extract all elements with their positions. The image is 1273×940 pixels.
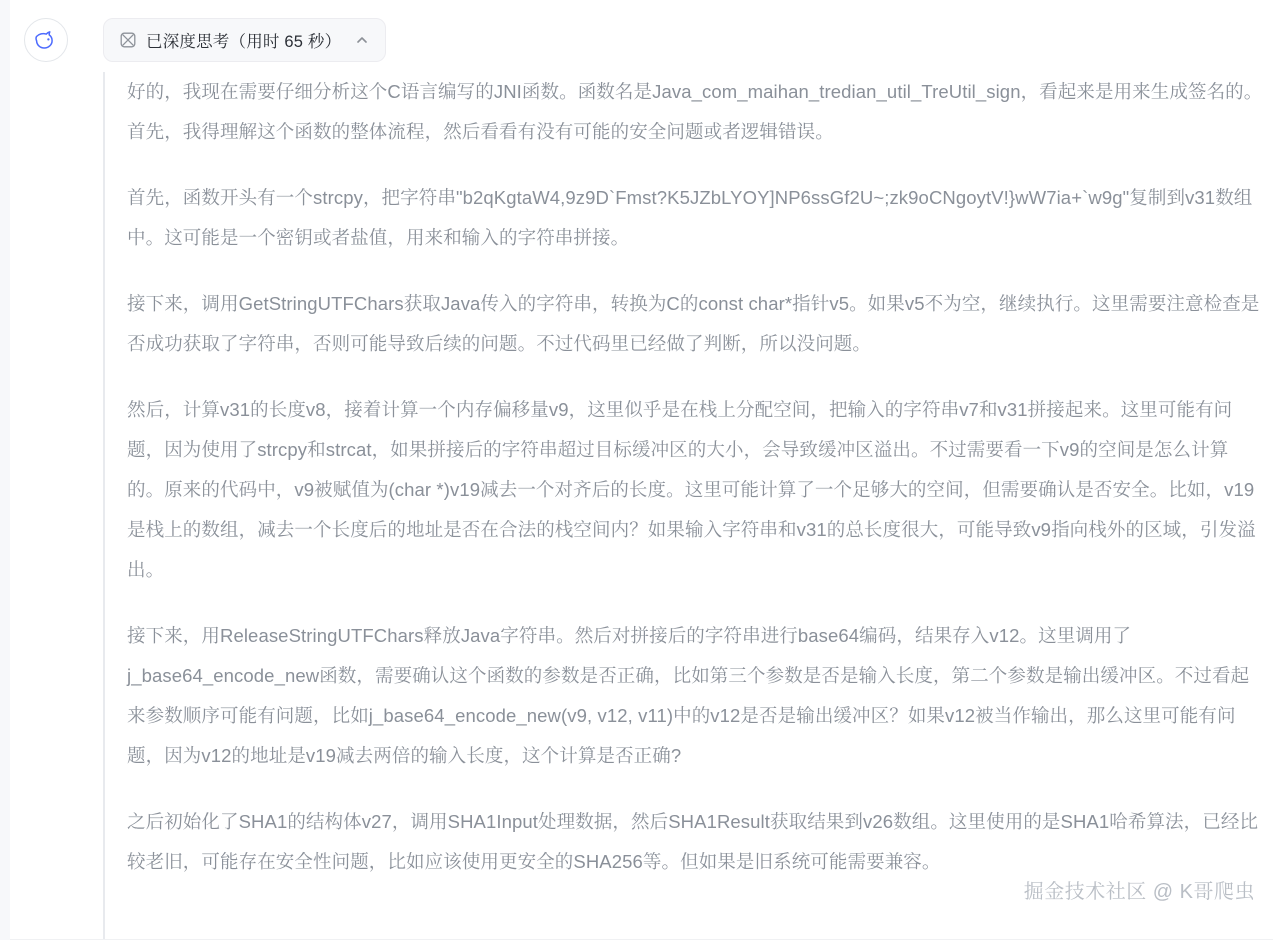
thought-paragraph: 接下来，调用GetStringUTFChars获取Java传入的字符串，转换为C的const char*指针v5。如果v5不为空，继续执行。这里需要注意检查是否成功获取了字符串，否则可能导致后续的问题。不过代码里已经做了判断，所以没问题。 [127,293,1260,354]
deepseek-whale-logo-icon [33,27,59,53]
watermark: 掘金技术社区 @ K哥爬虫 [1023,881,1255,903]
thought-paragraph: 接下来，用ReleaseStringUTFChars释放Java字符串。然后对拼接后的字符串进行base64编码，结果存入v12。这里调用了j_base64_encode_new函数，需要确认这个函数的参数是否正确，比如第三个参数是否是输入长度，第二个参数是输出缓冲区。不过看起来参数顺序可能有问题，比如j_base64_encode_new(v9, v12, v11)中的v12是否是输出缓冲区？如果v12被当作输出，那么这里可能有问题，因为v12的地址是v19减去两倍的输入长度，这个计算是否正确? [127,625,1250,766]
thought-paragraph: 然后，计算v31的长度v8，接着计算一个内存偏移量v9，这里似乎是在栈上分配空间，把输入的字符串v7和v31拼接起来。这里可能有问题，因为使用了strcpy和strcat，如果拼接后的字符串超过目标缓冲区的大小，会导致缓冲区溢出。不过需要看一下v9的空间是怎么计算的。原来的代码中，v9被赋值为(char *)v19减去一个对齐后的长度。这里可能计算了一个足够大的空间，但需要确认是否安全。比如，v19是栈上的数组，减去一个长度后的地址是否在合法的栈空间内？如果输入字符串和v31的总长度很大，可能导致v9指向栈外的区域，引发溢出。 [127,399,1256,580]
chevron-up-icon[interactable] [355,33,369,47]
brain-icon [119,31,137,49]
thought-paragraph: 首先，函数开头有一个strcpy，把字符串"b2qKgtaW4,9z9D`Fmst?K5JZbLYOY]NP6ssGf2U~;zk9oCNgoytV!}wW7ia+`w9g"复制到v31数组中。这可能是一个密钥或者盐值，用来和输入的字符串拼接。 [127,187,1253,248]
thinking-label: 已深度思考（用时 65 秒） [146,33,342,51]
conversation-page [10,0,1273,940]
thought-paragraph: 好的，我现在需要仔细分析这个C语言编写的JNI函数。函数名是Java_com_maihan_tredian_util_TreUtil_sign，看起来是用来生成签名的。首先，我得理解这个函数的整体流程，然后看看有没有可能的安全问题或者逻辑错误。 [127,81,1263,142]
thinking-summary-toggle[interactable] [103,18,386,62]
assistant-avatar [24,18,68,62]
assistant-message-header [10,10,1273,70]
thinking-content [103,72,1263,940]
thought-paragraph: 之后初始化了SHA1的结构体v27，调用SHA1Input处理数据，然后SHA1Result获取结果到v26数组。这里使用的是SHA1哈希算法，已经比较老旧，可能存在安全性问题，比如应该使用更安全的SHA256等。但如果是旧系统可能需要兼容。 [127,811,1259,872]
